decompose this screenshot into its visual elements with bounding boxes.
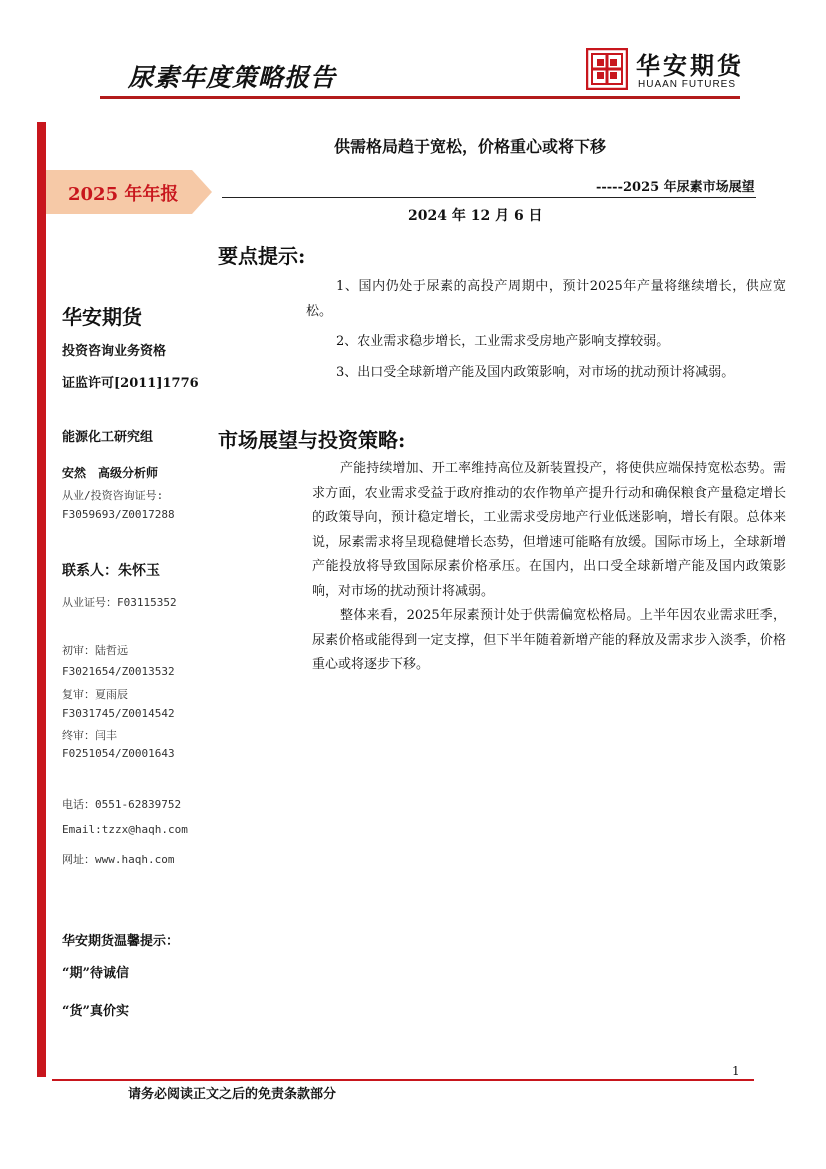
report-date: 2024 年 12 月 6 日 <box>408 208 543 224</box>
sidebar-analyst-cert: F3059693/Z0017288 <box>62 508 175 521</box>
report-subtitle: -----2025 年尿素市场展望 <box>596 180 755 195</box>
outlook-body <box>312 457 786 678</box>
report-main-title: 供需格局趋于宽松，价格重心或将下移 <box>334 137 607 156</box>
sidebar-contact: 联系人：朱怀玉 <box>62 563 160 579</box>
sidebar-first-review-cert: F3021654/Z0013532 <box>62 665 175 678</box>
logo-chinese-name: 华安期货 <box>636 52 744 80</box>
sidebar-tip-heading: 华安期货温馨提示： <box>62 934 180 949</box>
outlook-paragraph: 产能持续增加、开工率维持高位及新装置投产，将使供应端保持宽松态势。需求方面，农业需求受益于政府推动的农作物单产提升行动和确保粮食产量稳定增长的政策导向，预计稳定增长，工业需求受房地产行业低迷影响，增长有限。总体来说，尿素需求将呈现稳健增长态势，但增速可能略有放缓。国际市场上，全球新增产能投放将导致国际尿素价格承压。在国内，出口受全球新增产能及国内政策影响，对市场的扰动预计将减弱。 <box>312 461 786 599</box>
key-point-item: 2、农业需求稳步增长，工业需求受房地产影响支撑较弱。 <box>336 334 670 349</box>
sidebar-accent-bar <box>37 122 46 1077</box>
footer-disclaimer: 请务必阅读正文之后的免责条款部分 <box>128 1087 337 1102</box>
outlook-heading: 市场展望与投资策略: <box>218 428 406 452</box>
sidebar-qualification: 投资咨询业务资格 <box>62 344 167 359</box>
page-number: 1 <box>732 1064 740 1078</box>
year-report-banner <box>46 170 212 214</box>
banner-label: 2025 年年报 <box>68 184 179 205</box>
sidebar-license: 证监许可[2011]1776 <box>62 376 199 391</box>
sidebar-second-review: 复审：夏雨辰 <box>62 688 128 701</box>
sidebar-tip-1: “期”待诚信 <box>62 966 129 981</box>
sidebar-analyst-cert-label: 从业/投资咨询证号: <box>62 489 164 502</box>
sidebar-website: 网址：www.haqh.com <box>62 853 175 866</box>
sidebar-second-review-cert: F3031745/Z0014542 <box>62 707 175 720</box>
sidebar-final-review-cert: F0251054/Z0001643 <box>62 747 175 760</box>
footer-divider <box>52 1079 754 1081</box>
header-divider <box>100 96 740 99</box>
company-logo <box>586 44 746 94</box>
sidebar-phone: 电话：0551-62839752 <box>62 798 182 811</box>
sidebar-analyst: 安然 高级分析师 <box>62 466 159 480</box>
sidebar-contact-cert: 从业证号：F03115352 <box>62 596 177 609</box>
sidebar-company-name: 华安期货 <box>62 305 142 329</box>
key-point-item: 3、出口受全球新增产能及国内政策影响，对市场的扰动预计将减弱。 <box>336 364 735 380</box>
report-type-title: 尿素年度策略报告 <box>128 63 337 92</box>
key-points-list <box>306 275 786 385</box>
sidebar-email: Email:tzzx@haqh.com <box>62 823 188 836</box>
sidebar-final-review: 终审：闫丰 <box>62 729 117 742</box>
logo-english-name: HUAAN FUTURES <box>638 79 737 90</box>
logo-mark-icon <box>586 48 628 90</box>
sidebar-first-review: 初审：陆哲远 <box>62 644 128 657</box>
sidebar-tip-2: “货”真价实 <box>62 1004 129 1019</box>
key-point-item: 1、国内仍处于尿素的高投产周期中，预计2025年产量将继续增长，供应宽松。 <box>306 279 786 319</box>
outlook-paragraph: 整体来看，2025年尿素预计处于供需偏宽松格局。上半年因农业需求旺季，尿素价格或能得到一定支撑，但下半年随着新增产能的释放及需求步入淡季，价格重心或将逐步下移。 <box>312 608 786 672</box>
subtitle-divider <box>222 197 756 198</box>
sidebar-research-group: 能源化工研究组 <box>62 430 154 445</box>
key-points-heading: 要点提示: <box>218 244 306 268</box>
